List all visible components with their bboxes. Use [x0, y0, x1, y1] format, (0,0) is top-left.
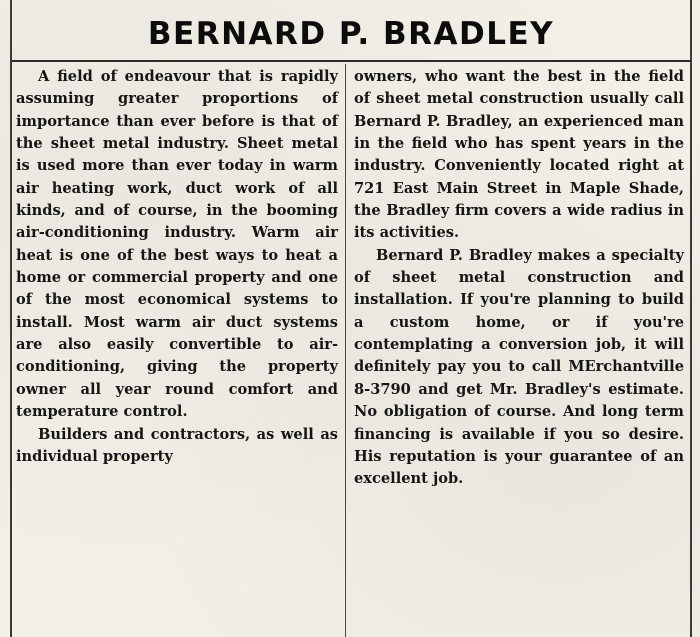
article-headline: BERNARD P. BRADLEY — [147, 16, 555, 52]
headline-rule — [12, 60, 690, 62]
right-paragraph-1-continued: owners, who want the best in the field of sheet metal construction usually call Bernard P. Bradley, an experienced man in the field who has spent years in the industry. Conveniently located right at 721 East Main Street in Maple Shade, the Bradley firm covers a wide radius in its activities. — [354, 68, 684, 242]
column-divider — [345, 64, 346, 637]
left-paragraph-2: Builders and contractors, as well as individual property — [16, 425, 338, 465]
right-border — [690, 0, 692, 637]
left-paragraph-1: A field of endeavour that is rapidly assuming greater proportions of importance than ever before is that of the sheet metal industry. Sheet metal is used more than ever today in warm air heating work, duct work of all kinds, and of course, in the booming air-conditioning industry. Warm air heat is one of the best ways to heat a home or commercial property and one of the most economical systems to install. Most warm air duct systems are also easily convertible to air-conditioning, giving the property owner all year round comfort and temperature control. — [16, 68, 338, 421]
left-column — [16, 66, 338, 468]
right-paragraph-2: Bernard P. Bradley makes a specialty of sheet metal construction and installation. If you're planning to build a custom home, or if you're contemplating a conversion job, it will definitely pay you to call MErchantville 8-3790 and get Mr. Bradley's estimate. No obligation of course. And long term financing is available if you so desire. His reputation is your guarantee of an excellent job. — [354, 246, 684, 488]
left-border — [10, 0, 12, 637]
right-column — [354, 66, 684, 491]
